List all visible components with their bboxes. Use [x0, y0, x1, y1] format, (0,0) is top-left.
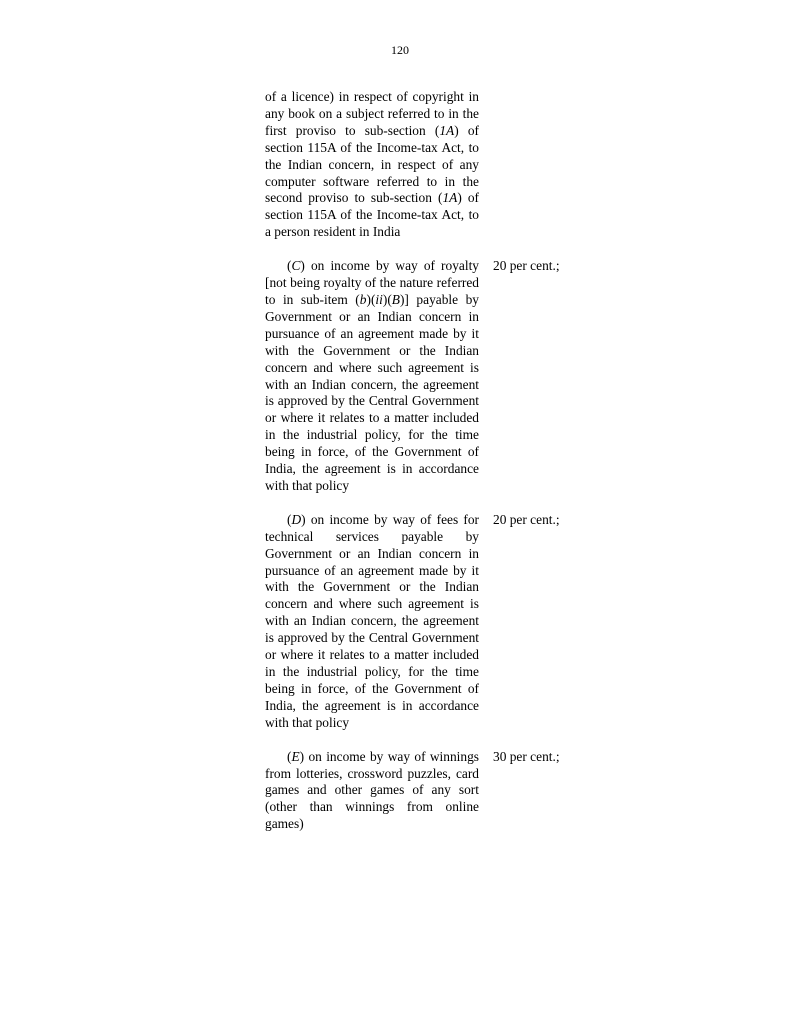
entry-label: E — [291, 748, 300, 764]
entry-e-winnings — [265, 749, 585, 834]
entry-rate: 30 per cent.; — [493, 748, 560, 764]
page-number: 120 — [391, 43, 409, 57]
entry-label: C — [291, 258, 301, 274]
entry-continuation — [265, 89, 585, 241]
entry-d-technical-fees — [265, 512, 585, 732]
entry-text: of a licence) in respect of copyright in any book on a subject referred to in the first proviso to sub-section (1A) of section 115A of the Income-tax Act, to the Indian concern, in respect of any computer software referred to in the second proviso to sub-section (1A) of section 115A of the Income-tax Act, to a person resident in India — [265, 89, 479, 240]
entry-label: D — [291, 511, 302, 527]
entry-rate: 20 per cent.; — [493, 511, 560, 527]
rates-table — [265, 89, 585, 833]
entry-c-royalty — [265, 258, 585, 495]
entry-text: (E) on income by way of winnings from lotteries, crossword puzzles, card games and other games of any sort (other than winnings from online games) — [265, 748, 479, 832]
entry-text: (C) on income by way of royalty [not being royalty of the nature referred to in sub-item (b)(ii)(B)] payable by Government or an Indian concern in pursuance of an agreement made by it with the Government or the Indian concern and where such agreement is with an Indian concern, the agreement is approved by the Central Government or where it relates to a matter included in the industrial policy, for the time being in force, of the Government of India, the agreement is in accordance with that policy — [265, 258, 479, 493]
entry-text: (D) on income by way of fees for technical services payable by Government or an Indian concern in pursuance of an agreement made by it with the Government or the Indian concern and where such agreement is with an Indian concern, the agreement is approved by the Central Government or where it relates to a matter included in the industrial policy, for the time being in force, of the Government of India, the agreement is in accordance with that policy — [265, 511, 479, 730]
entry-rate: 20 per cent.; — [493, 258, 560, 274]
